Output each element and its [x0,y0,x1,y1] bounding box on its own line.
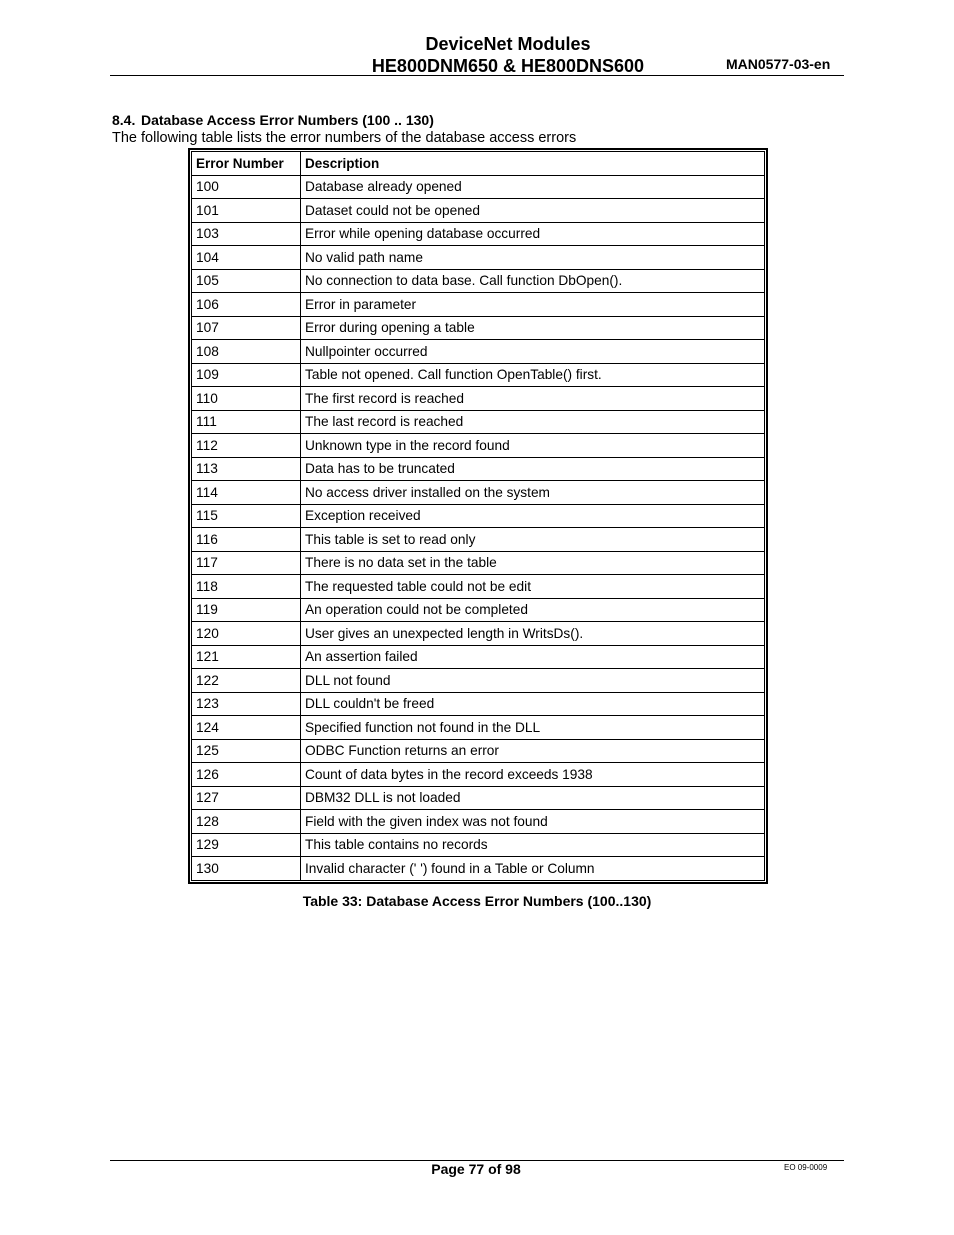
error-number-cell: 125 [192,739,301,763]
error-description-cell: ODBC Function returns an error [301,739,765,763]
error-description-cell: This table is set to read only [301,528,765,552]
table-row [192,269,765,293]
error-description-cell: Data has to be truncated [301,457,765,481]
table-row [192,692,765,716]
error-number-cell: 101 [192,199,301,223]
table-row [192,246,765,270]
error-number-cell: 130 [192,857,301,881]
table-row [192,175,765,199]
section-title: Database Access Error Numbers (100 .. 130) [141,112,434,128]
table-row [192,363,765,387]
table-row [192,222,765,246]
table-row [192,340,765,364]
error-description-cell: Table not opened. Call function OpenTable() first. [301,363,765,387]
column-header-description: Description [301,152,765,176]
error-description-cell: Database already opened [301,175,765,199]
table-row [192,387,765,411]
error-number-cell: 116 [192,528,301,552]
error-number-cell: 111 [192,410,301,434]
error-description-cell: User gives an unexpected length in WritsDs(). [301,622,765,646]
error-description-cell: The first record is reached [301,387,765,411]
error-description-cell: Dataset could not be opened [301,199,765,223]
error-description-cell: An assertion failed [301,645,765,669]
error-description-cell: Count of data bytes in the record exceeds 1938 [301,763,765,787]
error-number-cell: 123 [192,692,301,716]
error-number-cell: 112 [192,434,301,458]
error-number-cell: 113 [192,457,301,481]
error-number-cell: 106 [192,293,301,317]
error-description-cell: DLL not found [301,669,765,693]
table-row [192,786,765,810]
section-heading [112,112,434,128]
document-title-line2: HE800DNM650 & HE800DNS600 [371,56,645,76]
error-description-cell: DBM32 DLL is not loaded [301,786,765,810]
error-number-cell: 117 [192,551,301,575]
document-title-line1: DeviceNet Modules [425,34,591,54]
error-number-cell: 124 [192,716,301,740]
error-number-cell: 121 [192,645,301,669]
table-row [192,293,765,317]
table-row [192,763,765,787]
table-row [192,457,765,481]
error-number-cell: 104 [192,246,301,270]
error-description-cell: DLL couldn't be freed [301,692,765,716]
table-header-row [192,152,765,176]
error-number-cell: 120 [192,622,301,646]
error-number-cell: 114 [192,481,301,505]
error-description-cell: Nullpointer occurred [301,340,765,364]
document-title [300,33,716,77]
document-code: MAN0577-03-en [726,56,831,72]
table-row [192,716,765,740]
error-description-cell: No valid path name [301,246,765,270]
section-intro: The following table lists the error numbers of the database access errors [112,130,577,146]
table-row [192,551,765,575]
error-table [191,151,765,881]
table-row [192,810,765,834]
error-description-cell: The last record is reached [301,410,765,434]
table-row [192,199,765,223]
error-number-cell: 107 [192,316,301,340]
error-description-cell: There is no data set in the table [301,551,765,575]
section-number: 8.4. [112,112,136,128]
error-description-cell: Error in parameter [301,293,765,317]
footer-code: EO 09-0009 [784,1163,828,1172]
column-header-error-number: Error Number [192,152,301,176]
table-row [192,528,765,552]
table-row [192,857,765,881]
page-number: Page 77 of 98 [431,1161,521,1177]
error-description-cell: Invalid character (' ') found in a Table or Column [301,857,765,881]
header-divider [110,75,844,76]
table-row [192,833,765,857]
table-row [192,504,765,528]
error-number-cell: 110 [192,387,301,411]
table-row [192,316,765,340]
table-row [192,575,765,599]
error-description-cell: Specified function not found in the DLL [301,716,765,740]
table-caption: Table 33: Database Access Error Numbers (100..130) [302,893,652,909]
error-number-cell: 100 [192,175,301,199]
table-row [192,739,765,763]
error-number-cell: 119 [192,598,301,622]
error-number-cell: 122 [192,669,301,693]
error-description-cell: Exception received [301,504,765,528]
error-description-cell: Field with the given index was not found [301,810,765,834]
error-number-cell: 109 [192,363,301,387]
error-number-cell: 127 [192,786,301,810]
table-row [192,598,765,622]
error-number-cell: 129 [192,833,301,857]
error-description-cell: No connection to data base. Call function DbOpen(). [301,269,765,293]
table-row [192,622,765,646]
error-table-frame [188,148,768,884]
error-description-cell: An operation could not be completed [301,598,765,622]
error-description-cell: Error while opening database occurred [301,222,765,246]
table-row [192,669,765,693]
error-description-cell: The requested table could not be edit [301,575,765,599]
error-number-cell: 115 [192,504,301,528]
table-row [192,645,765,669]
error-number-cell: 105 [192,269,301,293]
error-description-cell: Unknown type in the record found [301,434,765,458]
error-number-cell: 128 [192,810,301,834]
error-number-cell: 103 [192,222,301,246]
error-description-cell: This table contains no records [301,833,765,857]
table-row [192,481,765,505]
error-description-cell: Error during opening a table [301,316,765,340]
table-row [192,434,765,458]
error-number-cell: 118 [192,575,301,599]
error-description-cell: No access driver installed on the system [301,481,765,505]
table-row [192,410,765,434]
error-number-cell: 126 [192,763,301,787]
error-number-cell: 108 [192,340,301,364]
